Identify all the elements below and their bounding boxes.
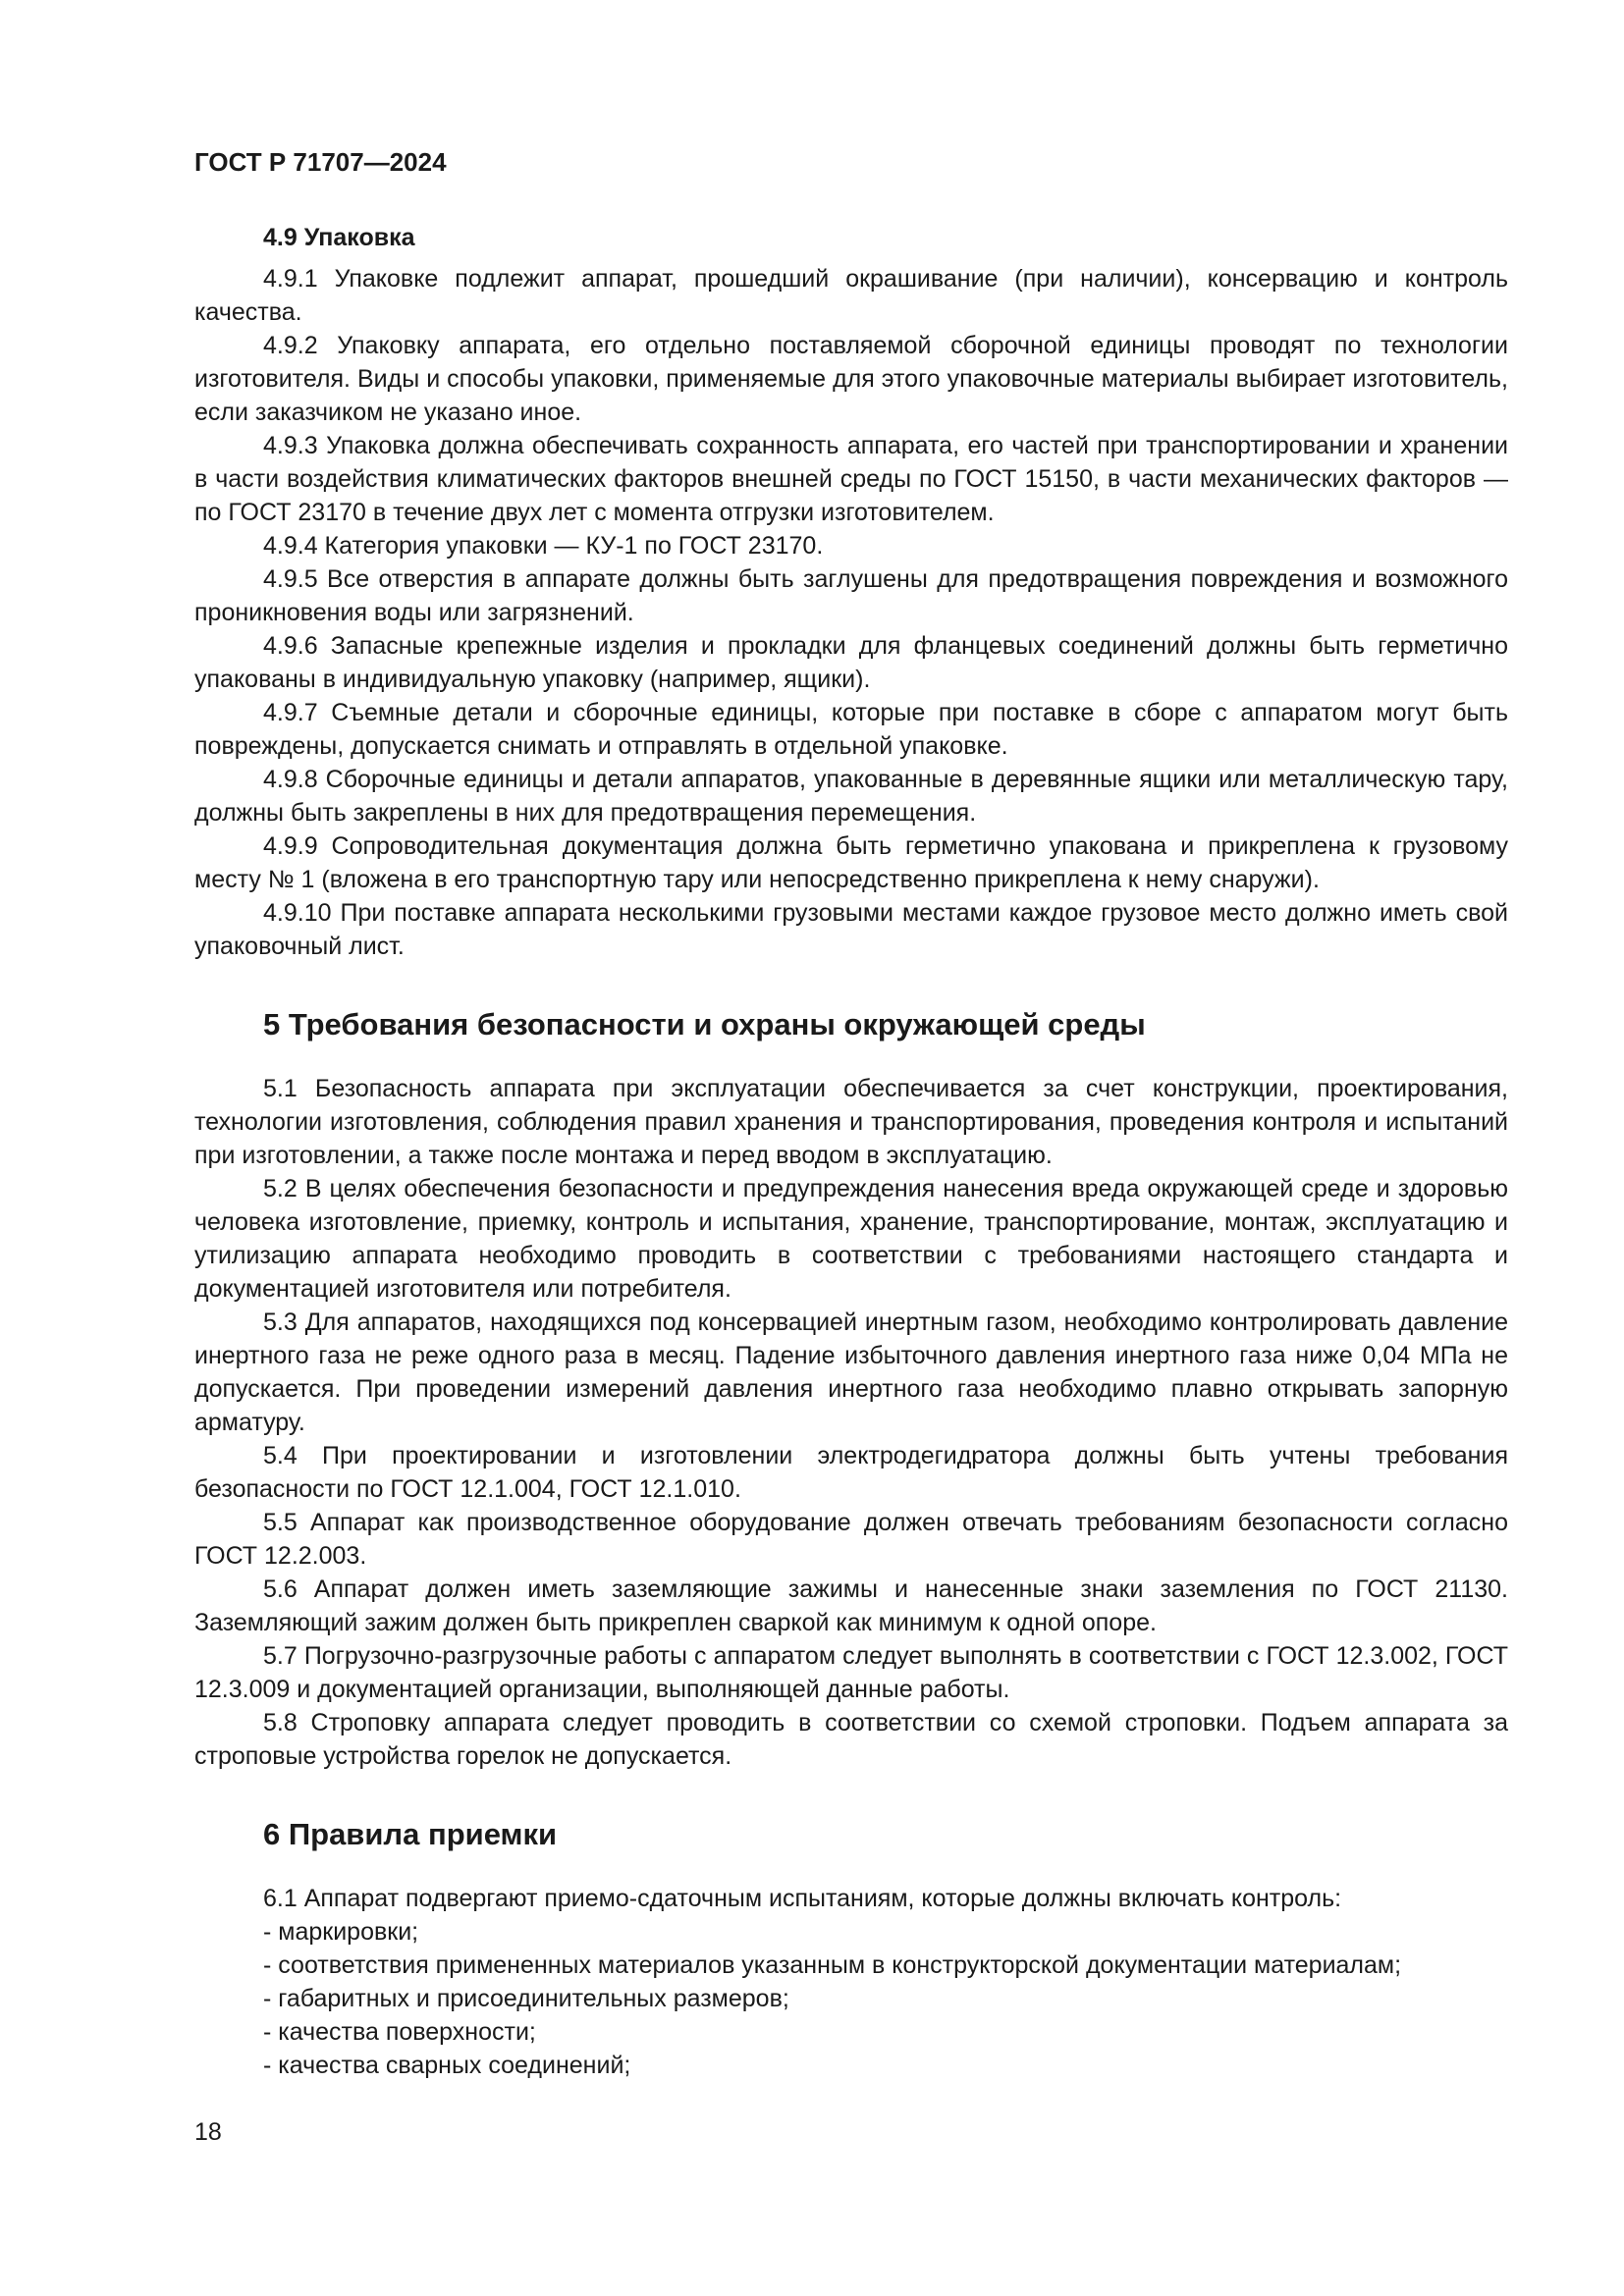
paragraph-5-2: 5.2 В целях обеспечения безопасности и предупреждения нанесения вреда окружающей среде и здоровью человека изготовление, приемку, контроль и испытания, хранение, транспортирование, монтаж, эксплуатацию и утилизацию аппарата необходимо проводить в соответствии с требованиями настоящего стандарта и документацией изготовителя или потребителя. xyxy=(194,1175,1508,1303)
list-item: - соответствия примененных материалов указанным в конструкторской документации материалам; xyxy=(263,1951,1402,1979)
section-title-5: 5 Требования безопасности и охраны окружающей среды xyxy=(263,1007,1146,1041)
paragraph-5-6: 5.6 Аппарат должен иметь заземляющие зажимы и нанесенные знаки заземления по ГОСТ 21130. Заземляющий зажим должен быть прикреплен сваркой как минимум к одной опоре. xyxy=(194,1575,1508,1636)
inspection-list xyxy=(194,1915,1508,2082)
subsection-title-4-9: 4.9 Упаковка xyxy=(263,224,415,251)
list-item: - качества сварных соединений; xyxy=(263,2052,631,2079)
list-item: - качества поверхности; xyxy=(263,2018,536,2046)
paragraph-5-3: 5.3 Для аппаратов, находящихся под консервацией инертным газом, необходимо контролировать давление инертного газа не реже одного раза в месяц. Падение избыточного давления инертного газа ниже 0,04 МПа не допускается. При проведении измерений давления инертного газа необходимо плавно открывать запорную арматуру. xyxy=(194,1308,1508,1436)
paragraph-5-5: 5.5 Аппарат как производственное оборудование должен отвечать требованиям безопасности согласно ГОСТ 12.2.003. xyxy=(194,1509,1508,1570)
page-number: 18 xyxy=(194,2118,222,2146)
paragraph-5-1: 5.1 Безопасность аппарата при эксплуатации обеспечивается за счет конструкции, проектирования, технологии изготовления, соблюдения правил хранения и транспортирования, проведения контроля и испытаний при изготовлении, а также после монтажа и перед вводом в эксплуатацию. xyxy=(194,1075,1508,1169)
document-code-header: ГОСТ Р 71707—2024 xyxy=(194,147,447,177)
paragraph-4-9-10: 4.9.10 При поставке аппарата несколькими грузовыми местами каждое грузовое место должно иметь свой упаковочный лист. xyxy=(194,899,1508,960)
paragraph-4-9-5: 4.9.5 Все отверстия в аппарате должны быть заглушены для предотвращения повреждения и возможного проникновения воды или загрязнений. xyxy=(194,565,1508,626)
paragraph-4-9-8: 4.9.8 Сборочные единицы и детали аппаратов, упакованные в деревянные ящики или металлическую тару, должны быть закреплены в них для предотвращения перемещения. xyxy=(194,766,1508,827)
section-title-6: 6 Правила приемки xyxy=(263,1817,558,1851)
paragraph-5-7: 5.7 Погрузочно-разгрузочные работы с аппаратом следует выполнять в соответствии с ГОСТ 12.3.002, ГОСТ 12.3.009 и документацией организации, выполняющей данные работы. xyxy=(194,1642,1508,1703)
paragraph-4-9-7: 4.9.7 Съемные детали и сборочные единицы, которые при поставке в сборе с аппаратом могут быть повреждены, допускается снимать и отправлять в отдельной упаковке. xyxy=(194,699,1508,760)
paragraph-6-1: 6.1 Аппарат подвергают приемо-сдаточным испытаниям, которые должны включать контроль: xyxy=(263,1885,1342,1912)
paragraph-4-9-6: 4.9.6 Запасные крепежные изделия и прокладки для фланцевых соединений должны быть герметично упакованы в индивидуальную упаковку (например, ящики). xyxy=(194,632,1508,693)
paragraph-5-8: 5.8 Строповку аппарата следует проводить в соответствии со схемой строповки. Подъем аппарата за строповые устройства горелок не допускается. xyxy=(194,1709,1508,1770)
paragraph-4-9-9: 4.9.9 Сопроводительная документация должна быть герметично упакована и прикреплена к грузовому месту № 1 (вложена в его транспортную тару или непосредственно прикреплена к нему снаружи). xyxy=(194,832,1508,893)
paragraph-4-9-3: 4.9.3 Упаковка должна обеспечивать сохранность аппарата, его частей при транспортировании и хранении в части воздействия климатических факторов внешней среды по ГОСТ 15150, в части механических факторов — по ГОСТ 23170 в течение двух лет с момента отгрузки изготовителем. xyxy=(194,432,1508,526)
list-item: - габаритных и присоединительных размеров; xyxy=(263,1985,789,2012)
paragraph-4-9-4: 4.9.4 Категория упаковки — КУ-1 по ГОСТ 23170. xyxy=(263,532,824,560)
paragraph-5-4: 5.4 При проектировании и изготовлении электродегидратора должны быть учтены требования безопасности по ГОСТ 12.1.004, ГОСТ 12.1.010. xyxy=(194,1442,1508,1503)
list-item: - маркировки; xyxy=(263,1918,419,1946)
paragraph-4-9-2: 4.9.2 Упаковку аппарата, его отдельно поставляемой сборочной единицы проводят по технологии изготовителя. Виды и способы упаковки, применяемые для этого упаковочные материалы выбирает изготовитель, если заказчиком не указано иное. xyxy=(194,332,1508,426)
page-content xyxy=(194,224,1508,2082)
paragraph-4-9-1: 4.9.1 Упаковке подлежит аппарат, прошедший окрашивание (при наличии), консервацию и контроль качества. xyxy=(194,265,1508,326)
